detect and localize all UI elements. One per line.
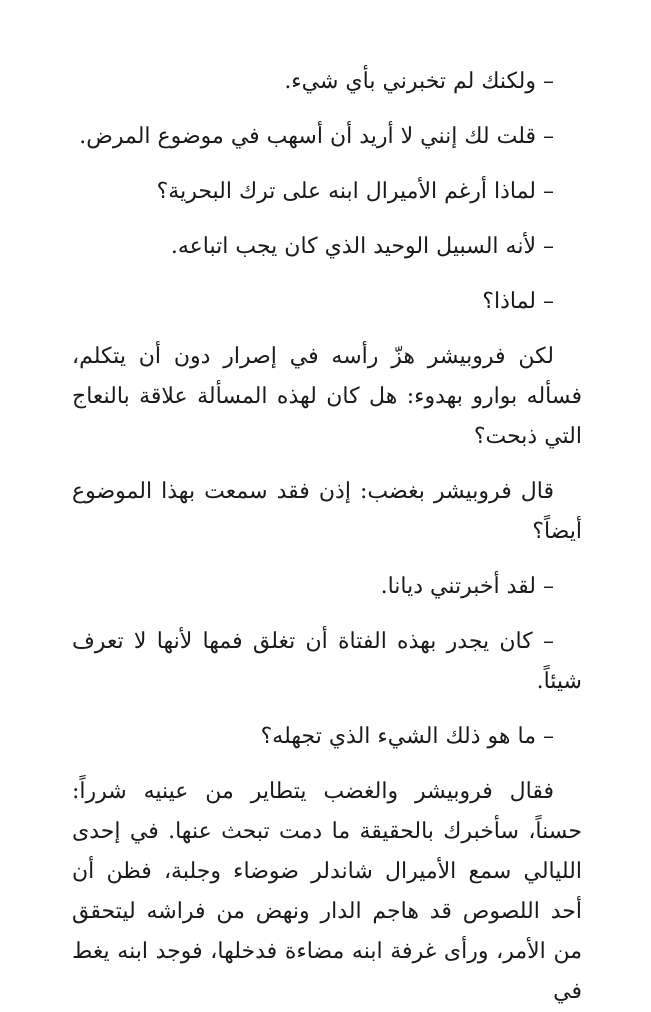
narration-paragraph: لكن فروبيشر هزّ رأسه في إصرار دون أن يتكلم، فسأله بوارو بهدوء: هل كان لهذه المسألة علاقة بالنعاج التي ذبحت؟ [72, 344, 582, 449]
narration-paragraph: قال فروبيشر بغضب: إذن فقد سمعت بهذا الموضوع أيضاً؟ [72, 479, 582, 544]
dialogue-line: – قلت لك إنني لا أريد أن أسهب في موضوع المرض. [79, 124, 554, 149]
dialogue-line: – لأنه السبيل الوحيد الذي كان يجب اتباعه. [170, 234, 554, 259]
dialogue-line: – ولكنك لم تخبرني بأي شيء. [284, 69, 554, 94]
dialogue-line: – لماذا أرغم الأميرال ابنه على ترك البحرية؟ [156, 179, 554, 204]
dialogue-line: – لماذا؟ [482, 289, 554, 314]
dialogue-line: – ما هو ذلك الشيء الذي تجهله؟ [260, 724, 554, 749]
dialogue-line: – كان يجدر بهذه الفتاة أن تغلق فمها لأنها لا تعرف شيئاً. [72, 629, 582, 694]
dialogue-line: – لقد أخبرتني ديانا. [380, 574, 554, 599]
narration-paragraph: فقال فروبيشر والغضب يتطاير من عينيه شرراً: حسناً، سأخبرك بالحقيقة ما دمت تبحث عنها. في إحدى الليالي سمع الأميرال شاندلر ضوضاء وجلبة، فظن أن أحد اللصوص قد هاجم الدار ونهض من فراشه ليتحقق من الأمر، ورأى غرفة ابنه مضاءة فدخلها، فوجد ابنه يغط في [72, 779, 582, 1004]
book-page [72, 62, 582, 1012]
